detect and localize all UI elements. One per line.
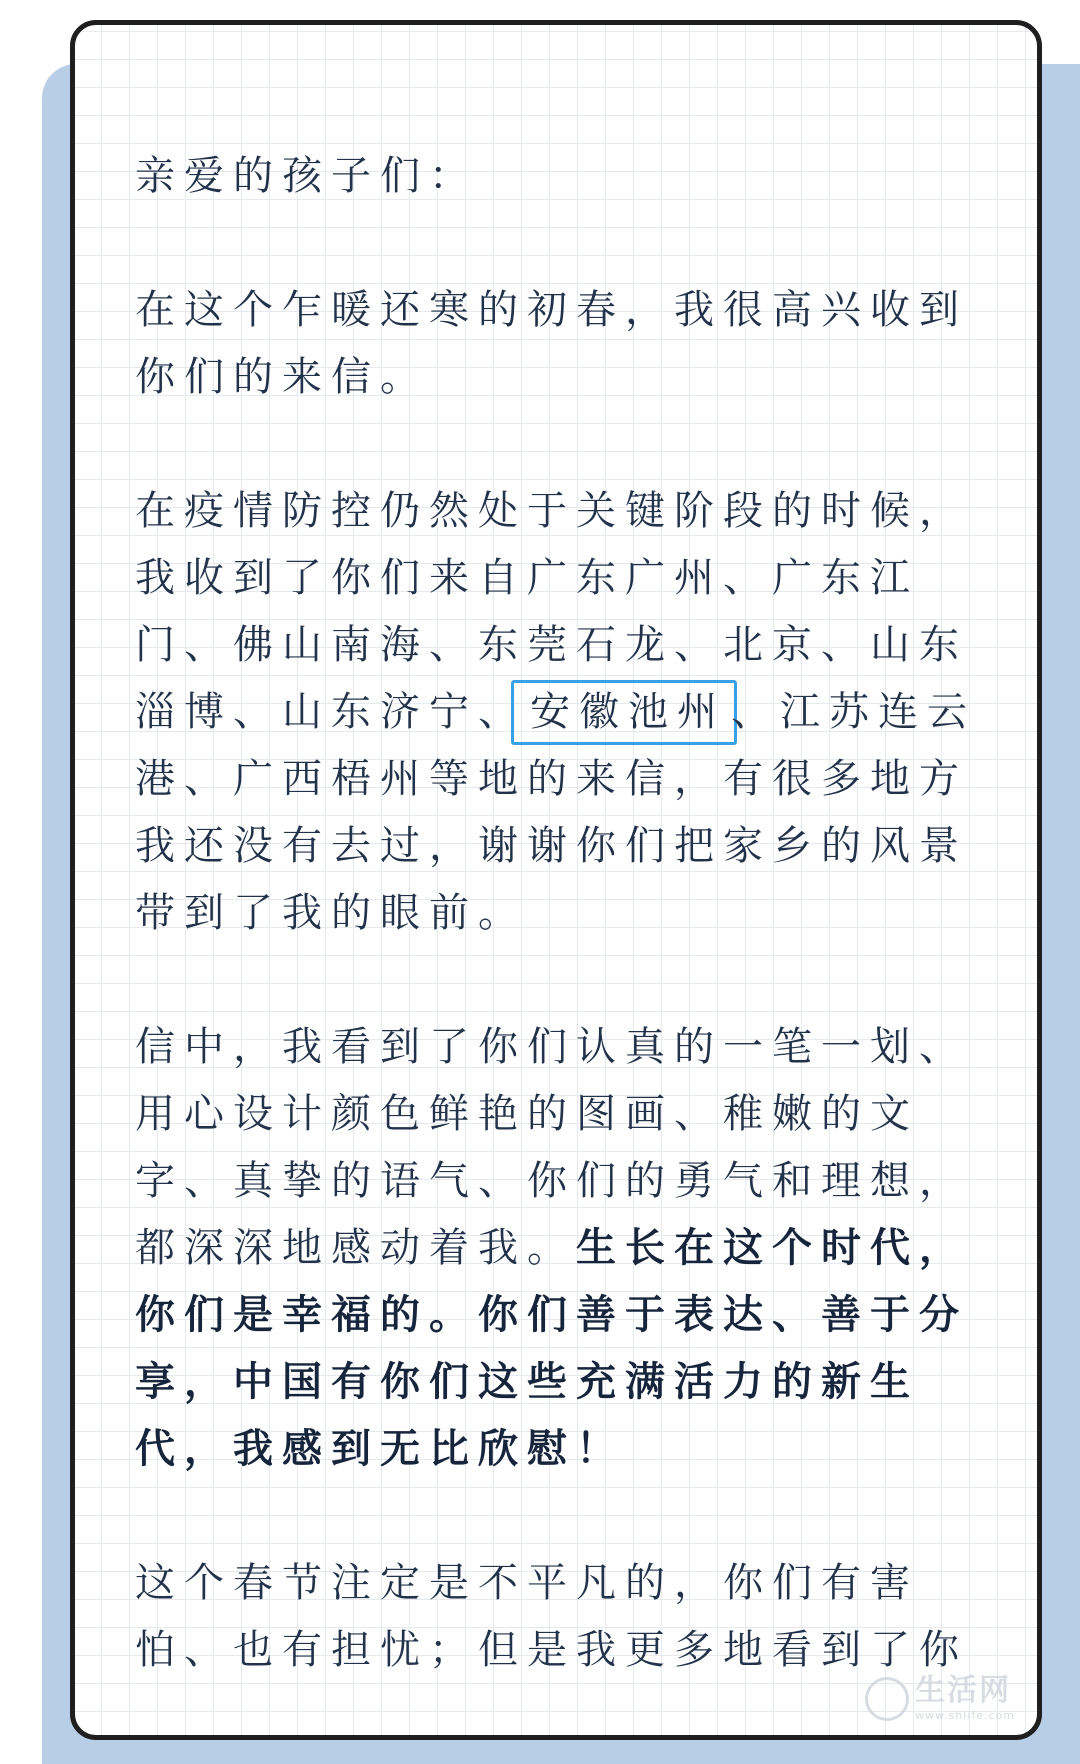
letter-body bbox=[135, 143, 985, 1740]
letter-paragraph-3 bbox=[135, 1014, 985, 1483]
letter-paragraph-4: 这个春节注定是不平凡的，你们有害怕、也有担忧；但是我更多地看到了你 bbox=[135, 1560, 968, 1673]
watermark-url: www.shlife.com bbox=[915, 1709, 1015, 1722]
paragraph-2-text-before: 在疫情防控仍然处于关键阶段的时候，我收到了你们来自广东广州、广东江门、佛山南海、东莞石龙、北京、山东淄博、山东济宁、 bbox=[135, 488, 968, 735]
watermark-logo-icon bbox=[865, 1677, 909, 1721]
paragraph-3-bold-text: 生长在这个时代，你们是幸福的。你们善于表达、善于分享，中国有你们这些充满活力的新生代，我感到无比欣慰！ bbox=[135, 1225, 968, 1472]
highlighted-place-name: 安徽池州 bbox=[511, 680, 737, 745]
letter-paragraph-2 bbox=[135, 478, 985, 947]
letter-greeting: 亲爱的孩子们： bbox=[135, 153, 478, 199]
letter-paragraph-1: 在这个乍暖还寒的初春，我很高兴收到你们的来信。 bbox=[135, 287, 968, 400]
paragraph-2-text-after: 、江苏连云港、广西梧州等地的来信，有很多地方我还没有去过，谢谢你们把家乡的风景带到了我的眼前。 bbox=[135, 689, 976, 936]
watermark-title: 生活网 bbox=[915, 1673, 1012, 1708]
letter-card bbox=[70, 20, 1042, 1740]
paragraph-3-text: 信中，我看到了你们认真的一笔一划、用心设计颜色鲜艳的图画、稚嫩的文字、真挚的语气、你们的勇气和理想，都深深地感动着我。 bbox=[135, 1024, 968, 1271]
